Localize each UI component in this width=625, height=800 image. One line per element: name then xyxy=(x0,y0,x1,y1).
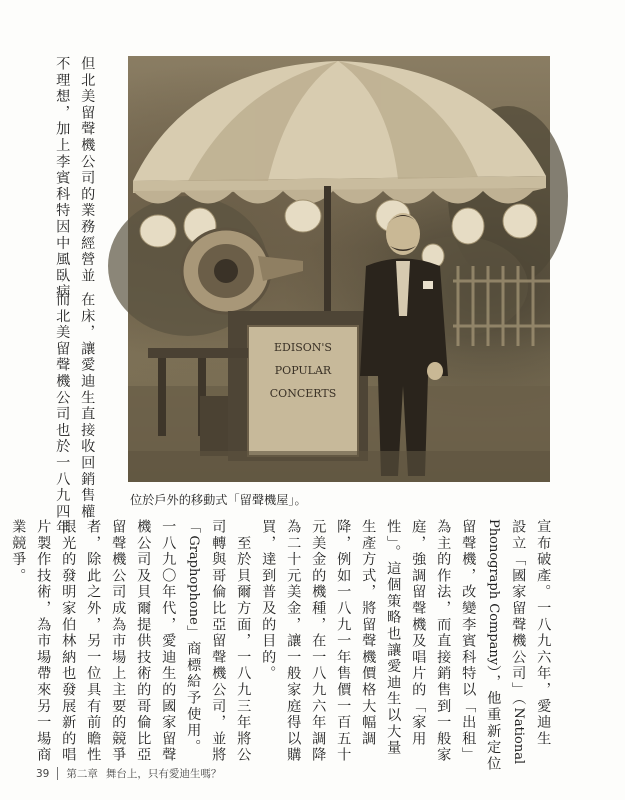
text-run: 宣布破產。一八九六年，愛迪生 xyxy=(535,519,552,748)
latin-term: Graphophone xyxy=(186,535,202,625)
text-column xyxy=(310,519,327,764)
text-column xyxy=(460,519,477,764)
banner-text: CONCERTS xyxy=(269,387,337,400)
text-run: 留聲機，改變李賓科特以「出租」 xyxy=(460,519,477,764)
photo-illustration xyxy=(128,56,550,482)
text-run: 元美金的機種，在一八九六年調降 xyxy=(310,519,327,764)
text-column xyxy=(386,519,400,757)
text-run: 為主的作法，而直接銷售到一般家 xyxy=(435,519,452,764)
text-run: 庭，強調留聲機及唱片的「家用 xyxy=(410,519,427,748)
text-column: 不理想，加上李賓科特因中風臥病 xyxy=(54,56,71,301)
text-run: 設立「國家留聲機公司」（ xyxy=(510,519,527,708)
text-column xyxy=(285,519,302,764)
text-run: 司轉與哥倫比亞留聲機公司，並將 xyxy=(210,519,227,764)
text-column: 但北美留聲機公司的業務經營並 xyxy=(79,56,96,285)
page-footer xyxy=(36,766,221,781)
latin-term: National xyxy=(511,707,527,765)
text-column xyxy=(160,519,177,764)
banner-text: EDISON'S xyxy=(274,341,332,354)
text-column xyxy=(85,519,102,764)
text-column: 在床，讓愛迪生直接收回銷售權， xyxy=(79,292,96,537)
page-number: 39 xyxy=(36,767,50,780)
text-run: 買，達到普及的目的。 xyxy=(260,519,277,682)
text-column xyxy=(510,519,527,765)
chapter-title: 舞台上，只有愛迪生嗎？ xyxy=(105,768,222,780)
text-column: 而北美留聲機公司也於一八九四年 xyxy=(54,292,71,537)
text-column xyxy=(11,519,25,757)
chapter-label: 第二章 xyxy=(66,768,98,780)
text-column xyxy=(261,519,275,757)
text-column xyxy=(485,519,502,773)
text-column xyxy=(35,519,52,764)
text-column xyxy=(435,519,452,764)
text-column xyxy=(411,519,425,757)
text-run: 生產方式，將留聲機價格大幅調 xyxy=(360,519,377,748)
banner-text: POPULAR xyxy=(274,364,332,377)
text-run: 性」。這個策略也讓愛迪生以大量 xyxy=(385,519,402,757)
text-run: 「 xyxy=(185,519,202,536)
footer-divider xyxy=(57,767,58,780)
text-column xyxy=(110,519,127,764)
text-run: 」商標給予使用。 xyxy=(185,624,202,756)
text-column xyxy=(135,519,152,764)
text-column xyxy=(186,519,200,757)
text-run: 至於貝爾方面，一八九三年將公 xyxy=(235,519,252,764)
text-run: 一八九〇年代，愛迪生的國家留聲 xyxy=(160,519,177,764)
text-run: 機公司及貝爾提供技術的哥倫比亞 xyxy=(135,519,152,764)
text-run: 業競爭。 xyxy=(10,519,27,585)
text-run: ），他重新定位 xyxy=(485,665,502,773)
historical-photo xyxy=(128,56,550,482)
text-column xyxy=(235,519,252,764)
text-run: 者，除此之外，另一位具有前瞻性 xyxy=(85,519,102,764)
latin-term: Phonograph Company xyxy=(486,519,502,666)
text-run: 眼光的發明家伯林納也發展新的唱 xyxy=(60,519,77,764)
text-column xyxy=(335,519,352,764)
text-run: 片製作技術，為市場帶來另一場商 xyxy=(35,519,52,764)
text-run: 為二十元美金，讓一般家庭得以購 xyxy=(285,519,302,764)
text-column xyxy=(60,519,77,764)
text-column xyxy=(361,519,375,757)
text-column xyxy=(536,519,550,757)
photo-caption: 位於戶外的移動式「留聲機屋」。 xyxy=(130,493,307,507)
text-run: 降，例如一八九一年售價一百五十 xyxy=(335,519,352,764)
text-run: 留聲機公司成為市場上主要的競爭 xyxy=(110,519,127,764)
text-column xyxy=(210,519,227,764)
